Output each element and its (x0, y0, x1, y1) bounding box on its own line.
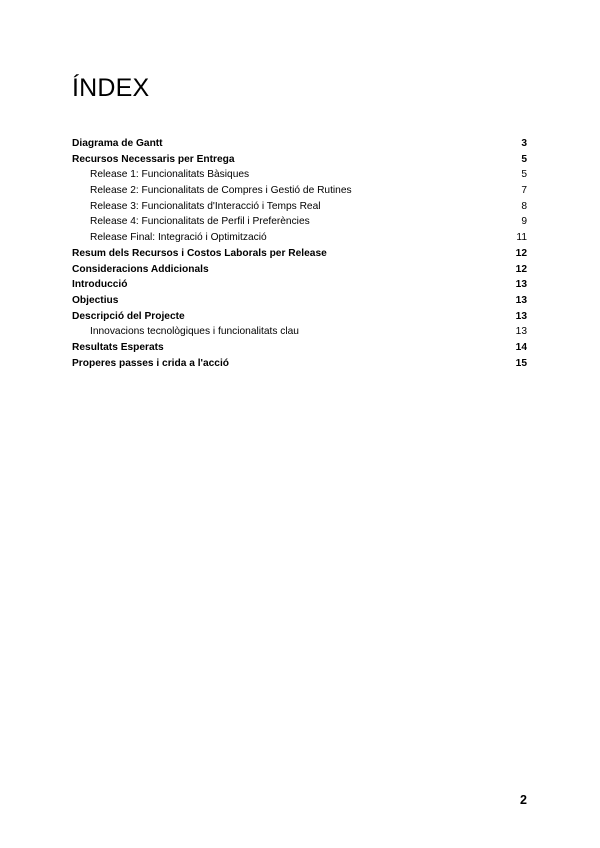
toc-entry-page: 11 (516, 232, 527, 244)
toc-entry-page: 14 (515, 341, 527, 353)
toc-subentry[interactable] (72, 324, 527, 340)
toc-entry-page: 9 (521, 216, 527, 228)
toc-entry-title: Resum dels Recursos i Costos Laborals per Release (72, 247, 327, 259)
toc-entry-page: 15 (515, 357, 527, 369)
toc-entry-page: 12 (515, 247, 527, 259)
toc-entry-title: Release 2: Funcionalitats de Compres i Gestió de Rutines (90, 185, 352, 197)
toc-entry[interactable] (72, 136, 527, 152)
toc-entry-title: Innovacions tecnològiques i funcionalitats clau (90, 326, 299, 338)
toc-subentry[interactable] (72, 167, 527, 183)
page-number: 2 (520, 793, 527, 807)
table-of-contents (72, 136, 527, 371)
toc-entry-title: Descripció del Projecte (72, 310, 185, 322)
toc-subentry[interactable] (72, 230, 527, 246)
toc-entry-page: 13 (515, 326, 527, 338)
toc-entry-title: Introducció (72, 279, 128, 291)
toc-entry-title: Release 1: Funcionalitats Bàsiques (90, 169, 250, 181)
toc-entry[interactable] (72, 340, 527, 356)
toc-entry[interactable] (72, 246, 527, 262)
toc-entry[interactable] (72, 262, 527, 278)
toc-entry-title: Objectius (72, 294, 119, 306)
toc-entry-page: 5 (521, 169, 527, 181)
toc-entry-title: Resultats Esperats (72, 341, 164, 353)
toc-entry-title: Release 4: Funcionalitats de Perfil i Preferències (90, 216, 310, 228)
toc-entry-title: Consideracions Addicionals (72, 263, 209, 275)
toc-entry-title: Release Final: Integració i Optimització (90, 232, 267, 244)
toc-subentry[interactable] (72, 214, 527, 230)
toc-entry-title: Properes passes i crida a l'acció (72, 357, 230, 369)
toc-entry-page: 3 (521, 138, 527, 149)
toc-subentry[interactable] (72, 199, 527, 215)
toc-subentry[interactable] (72, 183, 527, 199)
page-title: ÍNDEX (72, 74, 150, 102)
toc-entry-page: 13 (515, 294, 527, 306)
toc-entry-page: 12 (515, 263, 527, 275)
toc-entry-page: 8 (521, 200, 527, 212)
toc-entry-page: 13 (515, 279, 527, 291)
toc-entry-title: Diagrama de Gantt (72, 138, 163, 149)
toc-entry[interactable] (72, 293, 527, 309)
toc-entry[interactable] (72, 152, 527, 168)
toc-entry-title: Release 3: Funcionalitats d'Interacció i Temps Real (90, 200, 321, 212)
toc-entry-page: 7 (521, 185, 527, 197)
toc-entry[interactable] (72, 356, 527, 372)
toc-entry-page: 5 (521, 153, 527, 165)
toc-entry[interactable] (72, 277, 527, 293)
toc-entry-title: Recursos Necessaris per Entrega (72, 153, 235, 165)
toc-entry-page: 13 (515, 310, 527, 322)
toc-entry[interactable] (72, 309, 527, 325)
